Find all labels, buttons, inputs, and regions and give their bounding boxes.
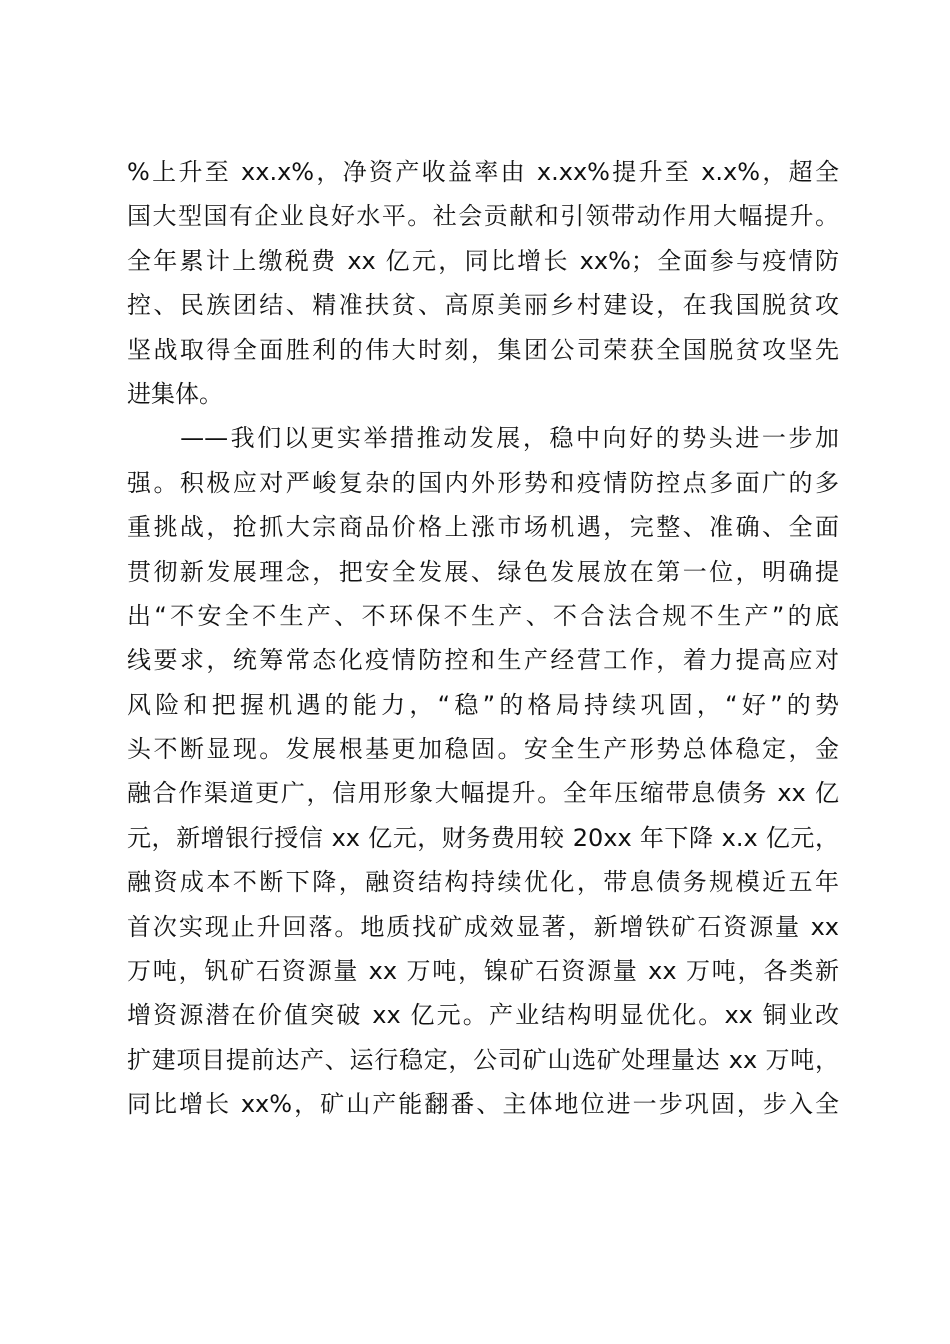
text-line: 扩建项目提前达产、运行稳定，公司矿山选矿处理量达 xx 万吨，: [127, 1045, 839, 1074]
text-line: 贯彻新发展理念，把安全发展、绿色发展放在第一位，明确提: [127, 557, 839, 586]
text-line: 线要求，统筹常态化疫情防控和生产经营工作，着力提高应对: [127, 646, 839, 675]
text-line: 出“不安全不生产、不环保不生产、不合法合规不生产”的底: [127, 601, 839, 630]
text-line: %上升至 xx.x%，净资产收益率由 x.xx%提升至 x.x%，超全: [127, 158, 839, 186]
text-line: 头不断显现。发展根基更加稳固。安全生产形势总体稳定，金: [127, 735, 839, 764]
text-line: 增资源潜在价值突破 xx 亿元。产业结构明显优化。xx 铜业改: [127, 1001, 839, 1030]
text-line: 强。积极应对严峻复杂的国内外形势和疫情防控点多面广的多: [127, 468, 839, 497]
text-line: 控、民族团结、精准扶贫、高原美丽乡村建设，在我国脱贫攻: [127, 291, 839, 320]
text-line: 风险和把握机遇的能力，“稳”的格局持续巩固，“好”的势: [127, 690, 839, 719]
text-line: 同比增长 xx%，矿山产能翻番、主体地位进一步巩固，步入全: [127, 1090, 839, 1119]
text-line: ——我们以更实举措推动发展，稳中向好的势头进一步加: [127, 424, 839, 453]
document-body: [127, 150, 839, 1127]
text-line: 重挑战，抢抓大宗商品价格上涨市场机遇，完整、准确、全面: [127, 513, 839, 542]
text-line: 融合作渠道更广，信用形象大幅提升。全年压缩带息债务 xx 亿: [127, 779, 839, 808]
text-line: 国大型国有企业良好水平。社会贡献和引领带动作用大幅提升。: [127, 202, 839, 231]
text-line: 元，新增银行授信 xx 亿元，财务费用较 20xx 年下降 x.x 亿元，: [127, 823, 839, 852]
text-line: 坚战取得全面胜利的伟大时刻，集团公司荣获全国脱贫攻坚先: [127, 335, 839, 364]
text-line: 万吨，钒矿石资源量 xx 万吨，镍矿石资源量 xx 万吨，各类新: [127, 957, 839, 986]
text-line: 首次实现止升回落。地质找矿成效显著，新增铁矿石资源量 xx: [127, 912, 839, 941]
paragraph-2: [127, 416, 839, 1126]
text-line: 融资成本不断下降，融资结构持续优化，带息债务规模近五年: [127, 868, 839, 897]
text-line: 进集体。: [127, 379, 223, 408]
paragraph-1: [127, 150, 839, 416]
text-line: 全年累计上缴税费 xx 亿元，同比增长 xx%；全面参与疫情防: [127, 246, 839, 275]
